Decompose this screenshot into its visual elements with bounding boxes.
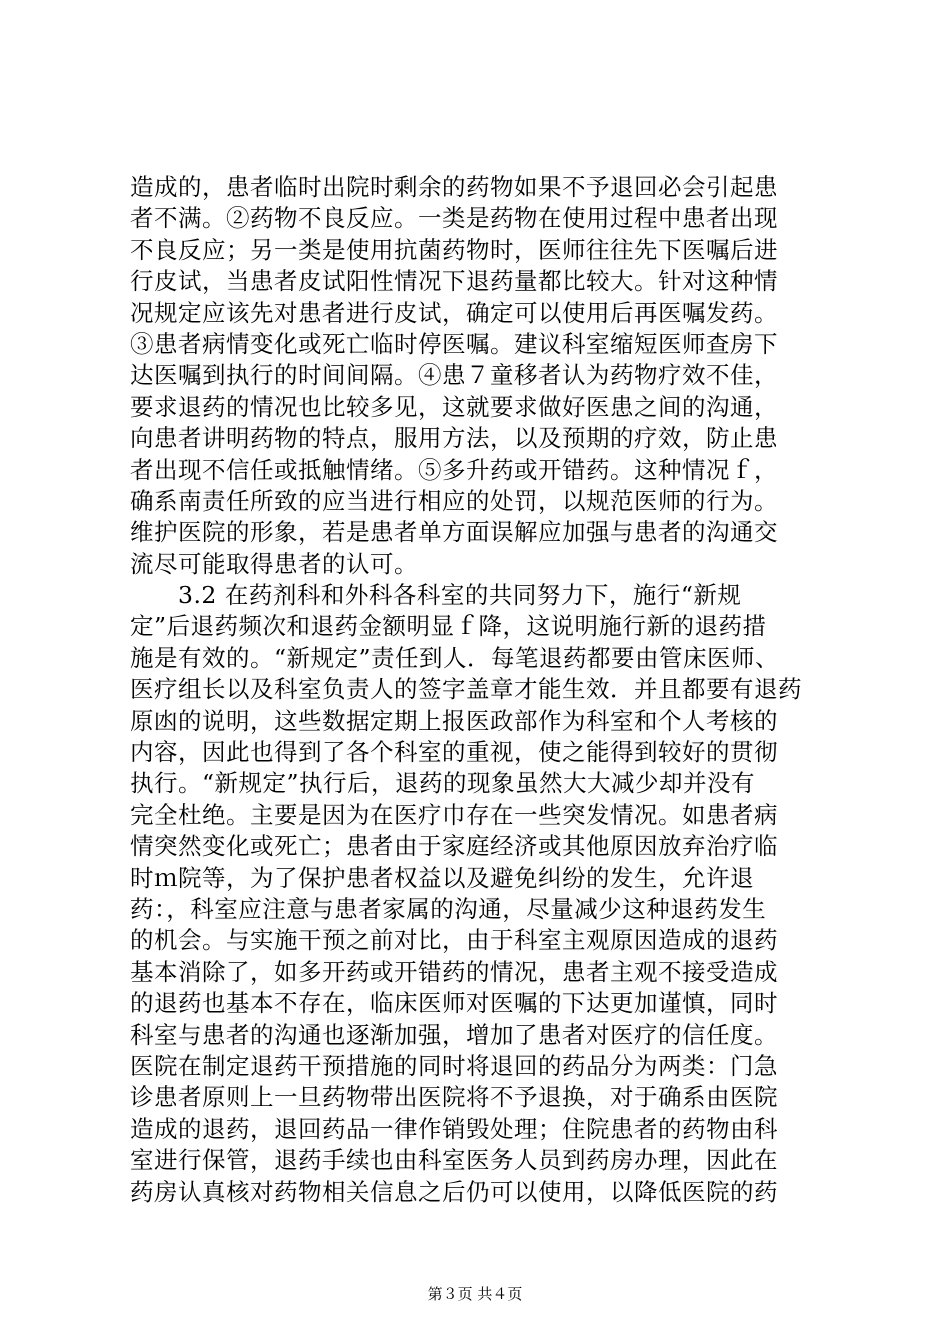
text-line-first: 3.2 在药剂科和外科各科室的共同努力下，施行“新规	[178, 581, 742, 610]
text-line: 原凼的说明，这些数据定期上报医政部作为科室和个人考核的	[130, 706, 778, 735]
text-line: 的退药也基本不存在，临床医师对医嘱的下达更加谨慎，同时	[130, 989, 778, 1018]
page-number: 第３页 共４页	[427, 1285, 523, 1303]
text-line: 向患者讲明药物的特点，服用方法，以及预期的疗效，防止患	[130, 424, 778, 453]
text-line: 的机会。与实施干预之前对比，由于科室主观原因造成的退药	[130, 926, 778, 955]
text-line: 基本消除了，如多开药或开错药的情况，患者主观不接受造成	[130, 957, 778, 986]
text-line: 药房认真核对药物相关信息之后仍可以使用，以降低医院的药	[130, 1177, 778, 1206]
text-line: 定”后退药频次和退药金额明显ｆ降，这说明施行新的退药措	[130, 612, 767, 641]
text-line: 医疗组长以及科室负责人的签字盖章才能生效．并且都要有退药	[130, 675, 802, 704]
text-line: 造成的退药，退回药品一律作销毁处理；住院患者的药物由科	[130, 1114, 778, 1143]
text-line: 流尽可能取得患者的认可。	[130, 549, 418, 578]
text-line: 情突然变化或死亡；患者由于家庭经济或其他原因放弃治疗临	[130, 832, 778, 861]
text-line: 达医嘱到执行的时间间隔。④患７童移者认为药物疗效不佳，	[130, 361, 778, 390]
text-line: 施是有效的。“新规定”责任到人．每笔退药都要由管床医师、	[130, 643, 780, 672]
text-line: 者出现不信任或抵触情绪。⑤多升药或开错药。这种情况ｆ，	[130, 455, 778, 484]
text-line: 医院在制定退药干预措施的同时将退回的药品分为两类：门急	[130, 1051, 778, 1080]
text-line: 时ｍ院等，为了保护患者权益以及避免纠纷的发生，允许退	[130, 863, 754, 892]
paragraph-1	[130, 172, 830, 580]
text-line: 诊患者原则上一旦药物带出医院将不予退换，对于确系由医院	[130, 1083, 778, 1112]
paragraph-2	[130, 580, 830, 1208]
text-line: 完全杜绝。主要是因为在医疗巾存在一些突发情况。如患者病	[130, 800, 778, 829]
text-line: 内容，因此也得到了各个科室的重视，使之能得到较好的贯彻	[130, 738, 778, 767]
text-line: 室进行保管，退药手续也由科室医务人员到药房办理，因此在	[130, 1146, 778, 1175]
text-line: 况规定应该先对患者进行皮试，确定可以使用后再医嘱发药。	[130, 298, 778, 327]
page-body	[130, 172, 830, 1208]
text-line: 执行。“新规定”执行后，退药的现象虽然大大减少却并没有	[130, 769, 756, 798]
text-line: 确系南责任所致的应当进行相应的处罚，以规范医师的行为。	[130, 486, 778, 515]
text-line: 要求退药的情况也比较多见，这就要求做好医患之间的沟通，	[130, 392, 778, 421]
text-line: 药：，科室应注意与患者家属的沟通，尽量减少这种退药发生	[130, 894, 767, 923]
text-line: 造成的，患者临时出院时剩余的药物如果不予退回必会引起患	[130, 173, 778, 201]
text-line: 科室与患者的沟通也逐渐加强，增加了患者对医疗的信任度。	[130, 1020, 778, 1049]
text-line: 维护医院的形象，若是患者单方面误解应加强与患者的沟通交	[130, 518, 778, 547]
text-line: 不良反应；另一类是使用抗菌药物时，医师往往先下医嘱后进	[130, 235, 778, 264]
text-line: 行皮试，当患者皮试阳性情况下退药量都比较大。针对这种情	[130, 267, 778, 296]
page-footer	[0, 1284, 950, 1304]
text-line: 者不满。②药物不良反应。一类是药物在使用过程中患者出现	[130, 204, 778, 233]
text-line: ③患者病情变化或死亡临时停医嘱。建议科室缩短医师查房下	[130, 329, 778, 358]
